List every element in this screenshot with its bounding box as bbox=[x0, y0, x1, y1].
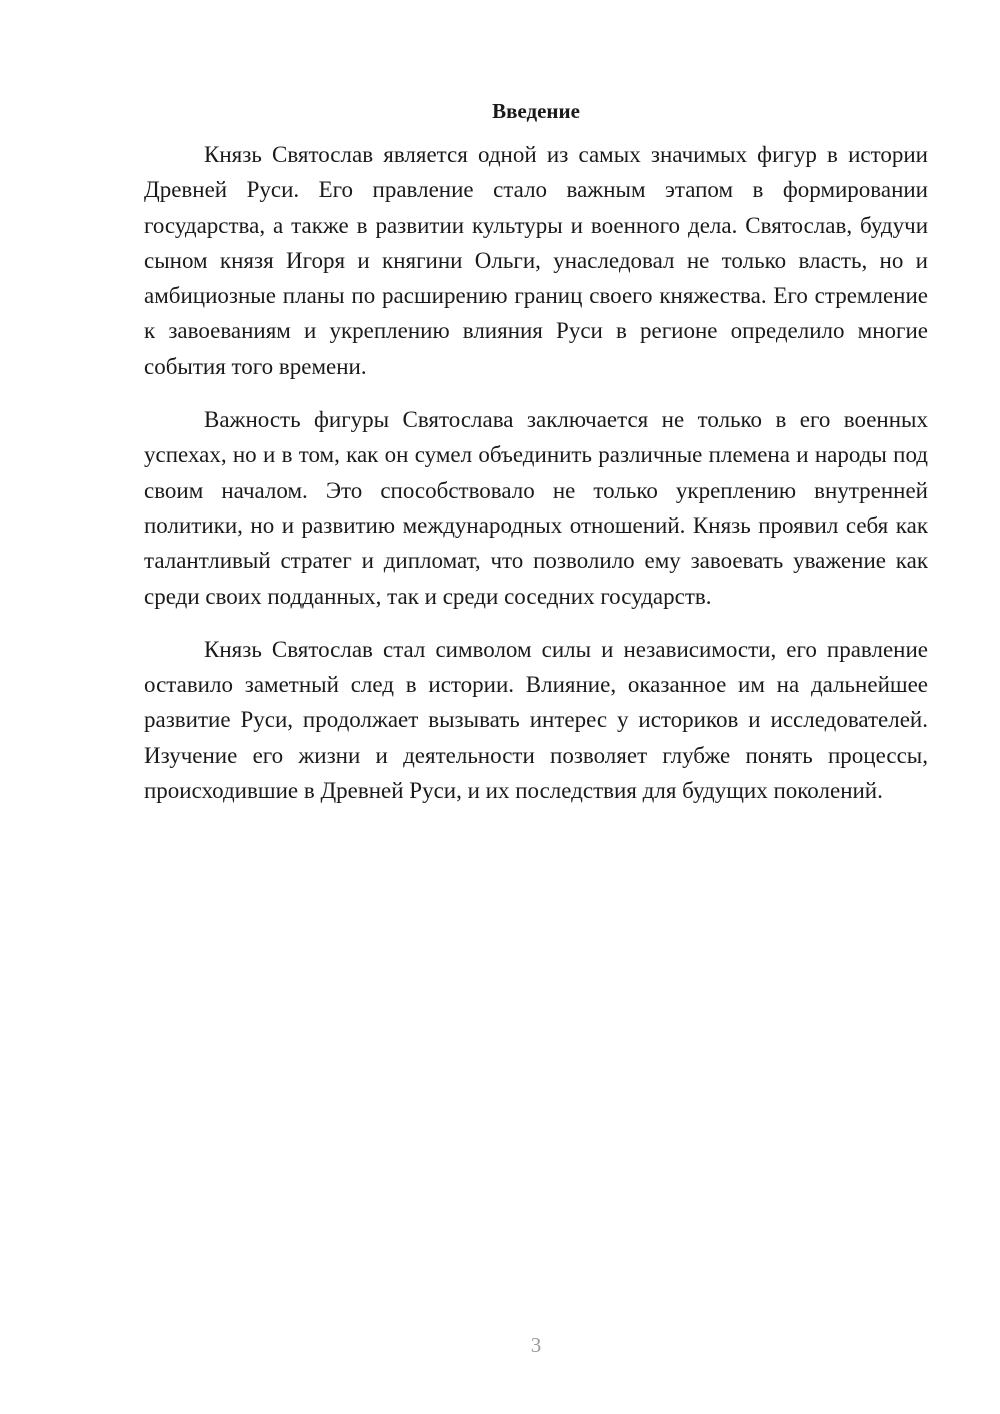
paragraph-2: Важность фигуры Святослава заключается не только в его военных успехах, но и в том, как он сумел объединить различные племена и народы под своим началом. Это способствовало не только укреплению внутренней политики, но и развитию международных отношений. Князь проявил себя как талантливый стратег и дипломат, что позволило ему завоевать уважение как среди своих подданных, так и среди соседних государств. bbox=[144, 407, 928, 609]
page-content bbox=[144, 95, 928, 826]
page-number: 3 bbox=[530, 1333, 542, 1357]
paragraph-3: Князь Святослав стал символом силы и независимости, его правление оставило заметный след в истории. Влияние, оказанное им на дальнейшее развитие Руси, продолжает вызывать интерес у историков и исследователей. Изучение его жизни и деятельности позволяет глубже понять процессы, происходившие в Древней Руси, и их последствия для будущих поколений. bbox=[144, 636, 928, 804]
paragraph-1: Князь Святослав является одной из самых значимых фигур в истории Древней Руси. Его правление стало важным этапом в формировании государства, а также в развитии культуры и военного дела. Святослав, будучи сыном князя Игоря и княгини Ольги, унаследовал не только власть, но и амбициозные планы по расширению границ своего княжества. Его стремление к завоеваниям и укреплению влияния Руси в регионе определило многие события того времени. bbox=[144, 142, 928, 379]
section-heading: Введение bbox=[492, 99, 580, 123]
